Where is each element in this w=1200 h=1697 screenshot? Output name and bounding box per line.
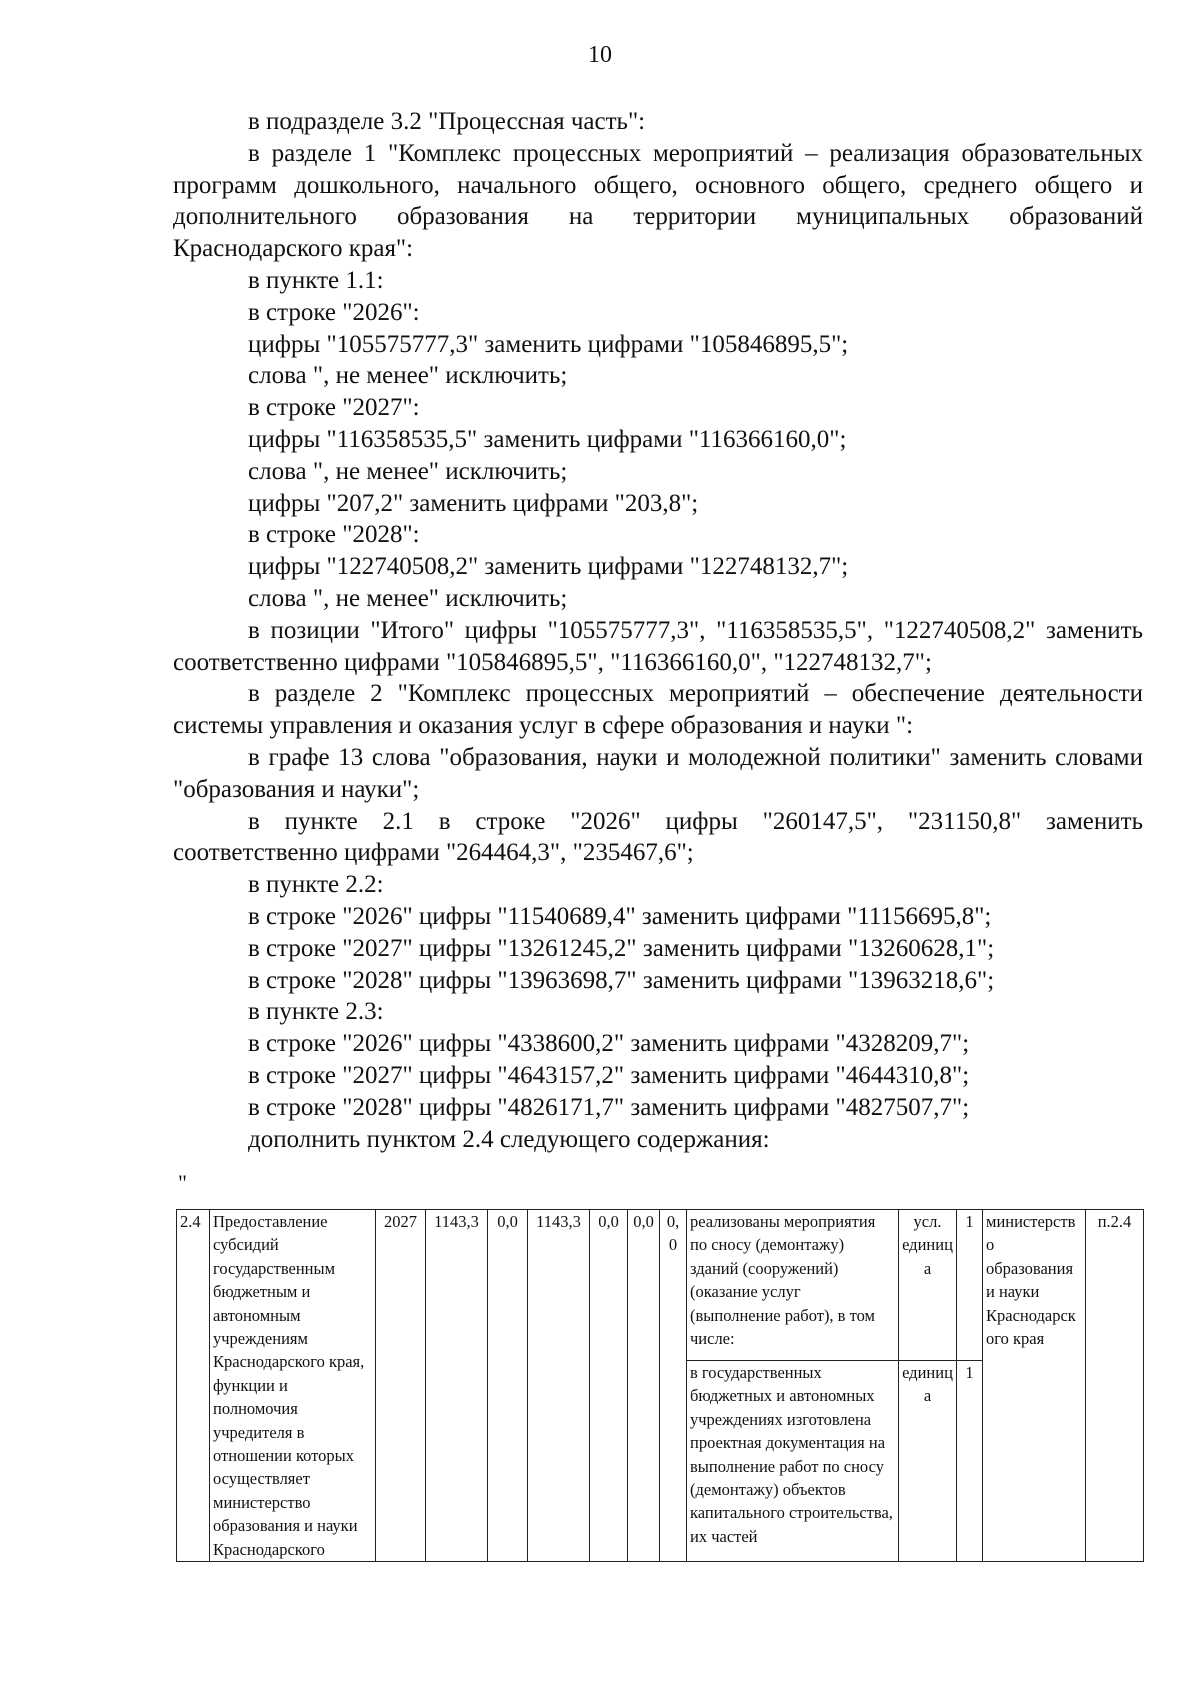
paragraph: в строке "2028":: [248, 521, 420, 549]
federal-amount: 0,0: [488, 1210, 528, 1562]
table-row: [177, 1210, 1144, 1361]
paragraph: дополнить пунктом 2.4 следующего содержания:: [248, 1125, 770, 1153]
reference-cell: п.2.4: [1086, 1210, 1144, 1562]
unit-cell: усл. единица: [899, 1210, 957, 1361]
paragraph: в разделе 2 "Комплекс процессных мероприятий – обеспечение деятельности системы управления и оказания услуг в сфере образования и науки ":: [173, 680, 1143, 740]
paragraph: в строке "2026":: [248, 298, 420, 326]
paragraph: в строке "2027" цифры "13261245,2" заменить цифрами "13260628,1";: [248, 934, 995, 962]
paragraph: в разделе 1 "Комплекс процессных мероприятий – реализация образовательных программ дошкольного, начального общего, основного общего, среднего общего и дополнительного образования на территории муниципальных образований Краснодарского края":: [173, 139, 1143, 263]
value-cell: 1: [957, 1210, 983, 1361]
paragraph: слова ", не менее" исключить;: [248, 584, 568, 612]
page-number: 10: [588, 42, 612, 68]
paragraph: в строке "2027" цифры "4643157,2" заменить цифрами "4644310,8";: [248, 1061, 970, 1089]
measure-name: Предоставление субсидий государственным бюджетным и автономным учреждениям Краснодарского края, функции и полномочия учредителя в отношении которых осуществляет министерство образования и науки Краснодарского: [210, 1210, 376, 1562]
paragraph: в подразделе 3.2 "Процессная часть":: [248, 108, 646, 135]
local-amount: 0,0: [590, 1210, 628, 1562]
opening-quote: ": [178, 1170, 187, 1195]
paragraph: в пункте 2.3:: [248, 998, 384, 1026]
value-cell: 1: [957, 1361, 983, 1562]
year-cell: 2027: [376, 1210, 426, 1562]
paragraph: в строке "2028" цифры "13963698,7" заменить цифрами "13963218,6";: [248, 966, 995, 994]
result-description: реализованы мероприятия по сносу (демонтажу) зданий (сооружений) (оказание услуг (выполнение работ), в том числе:: [687, 1210, 899, 1361]
paragraph: в позиции "Итого" цифры "105575777,3", "116358535,5", "122740508,2" заменить соответственно цифрами "105846895,5", "116366160,0", "122748132,7";: [173, 616, 1143, 676]
paragraph: в строке "2027":: [248, 394, 420, 422]
extra-amount: 0,0: [628, 1210, 660, 1562]
result-description: в государственных бюджетных и автономных учреждениях изготовлена проектная документация на выполнение работ по сносу (демонтажу) объектов капитального строительства, их частей: [687, 1361, 899, 1562]
item-number: 2.4: [177, 1210, 210, 1562]
amendment-table: [176, 1209, 1144, 1562]
document-body: [173, 106, 1143, 1155]
paragraph: в пункте 1.1:: [248, 266, 384, 294]
paragraph: цифры "122740508,2" заменить цифрами "122748132,7";: [248, 553, 849, 581]
paragraph: в строке "2026" цифры "11540689,4" заменить цифрами "11156695,8";: [248, 902, 992, 930]
paragraph: слова ", не менее" исключить;: [248, 362, 568, 390]
paragraph: цифры "116358535,5" заменить цифрами "116366160,0";: [248, 425, 847, 453]
paragraph: в пункте 2.2:: [248, 871, 384, 899]
paragraph: в строке "2028" цифры "4826171,7" заменить цифрами "4827507,7";: [248, 1093, 970, 1121]
paragraph: в графе 13 слова "образования, науки и молодежной политики" заменить словами "образования и науки";: [173, 743, 1143, 803]
paragraph: в пункте 2.1 в строке "2026" цифры "260147,5", "231150,8" заменить соответственно цифрами "264464,3", "235467,6";: [173, 807, 1143, 867]
other-amount: 0,0: [660, 1210, 687, 1562]
regional-amount: 1143,3: [528, 1210, 590, 1562]
paragraph: в строке "2026" цифры "4338600,2" заменить цифрами "4328209,7";: [248, 1030, 970, 1058]
total-amount: 1143,3: [426, 1210, 488, 1562]
paragraph: цифры "207,2" заменить цифрами "203,8";: [248, 489, 699, 517]
paragraph: слова ", не менее" исключить;: [248, 457, 568, 485]
paragraph: цифры "105575777,3" заменить цифрами "105846895,5";: [248, 330, 849, 358]
executor-cell: министерство образования и науки Краснодарского края: [983, 1210, 1086, 1562]
unit-cell: единица: [899, 1361, 957, 1562]
